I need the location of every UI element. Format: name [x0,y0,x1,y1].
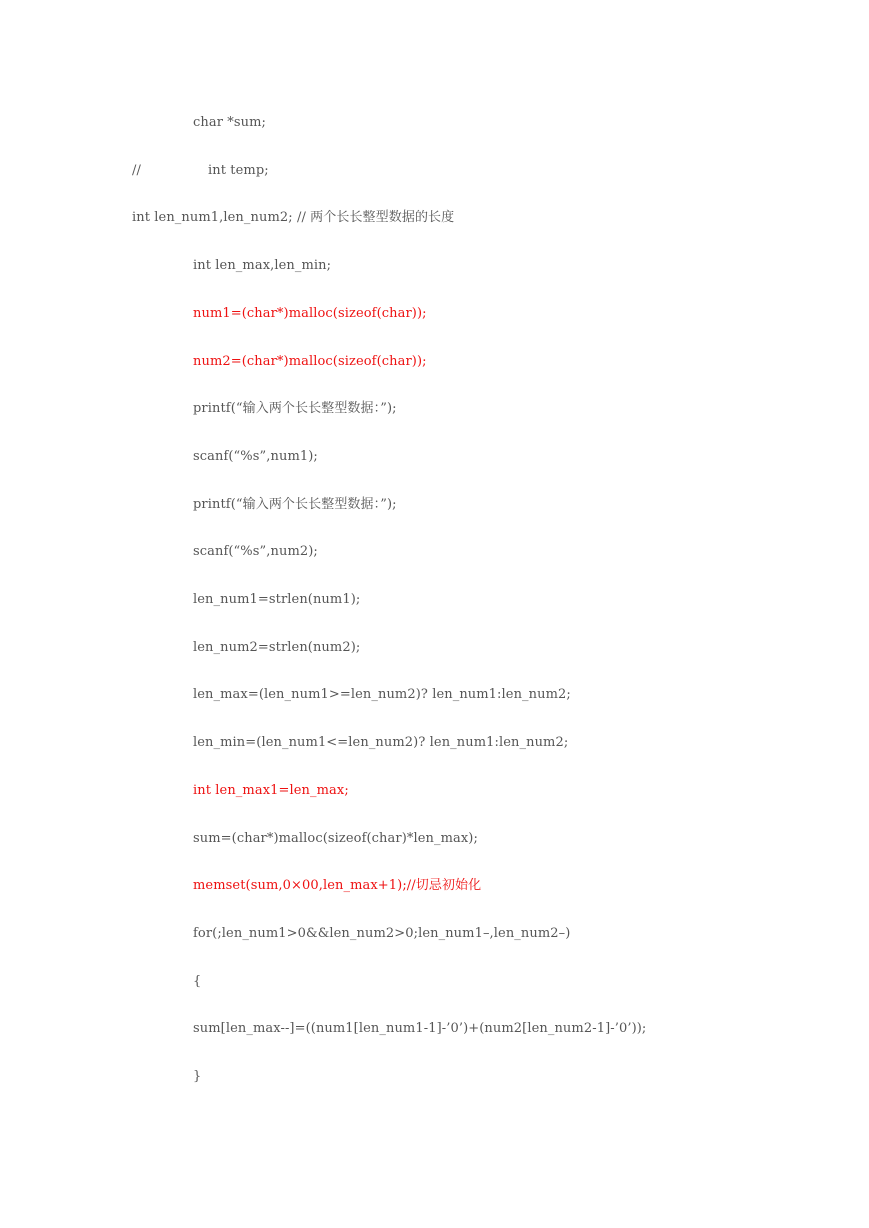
code-line-commented-temp [132,162,269,180]
code-line-strlen-num1: len_num1=strlen(num1); [193,592,361,607]
commented-code: int temp; [208,163,269,178]
code-line-len-min-assign: len_min=(len_num1<=len_num2)? len_num1:len_num2; [193,735,569,750]
comment-marker: // [132,163,141,178]
code-line-strlen-num2: len_num2=strlen(num2); [193,640,361,655]
code-line-len-max1: int len_max1=len_max; [193,783,349,798]
code-line-memset: memset(sum,0×00,len_max+1);//切忌初始化 [193,878,482,893]
code-line-printf-1: printf(“输入两个长长整型数据：”); [193,401,397,416]
code-line-len-max-min: int len_max,len_min; [193,258,332,273]
code-line-close-brace: } [193,1069,202,1084]
code-line-scanf-num1: scanf(“%s”,num1); [193,449,318,464]
code-line-open-brace: { [193,974,202,989]
code-line-for-loop: for(;len_num1>0&&len_num2>0;len_num1–,len_num2–) [193,926,571,941]
code-line-char-sum: char *sum; [193,115,267,130]
code-line-malloc-sum: sum=(char*)malloc(sizeof(char)*len_max); [193,831,478,846]
code-line-len-max-assign: len_max=(len_num1>=len_num2)? len_num1:len_num2; [193,687,571,702]
code-line-printf-2: printf(“输入两个长长整型数据：”); [193,497,397,512]
code-line-len-declaration: int len_num1,len_num2; // 两个长长整型数据的长度 [132,210,455,225]
code-line-malloc-num1: num1=(char*)malloc(sizeof(char)); [193,306,427,321]
code-line-malloc-num2: num2=(char*)malloc(sizeof(char)); [193,354,427,369]
code-line-sum-assign: sum[len_max--]=((num1[len_num1-1]-’0’)+(num2[len_num2-1]-’0’)); [193,1021,647,1036]
code-line-scanf-num2: scanf(“%s”,num2); [193,544,318,559]
